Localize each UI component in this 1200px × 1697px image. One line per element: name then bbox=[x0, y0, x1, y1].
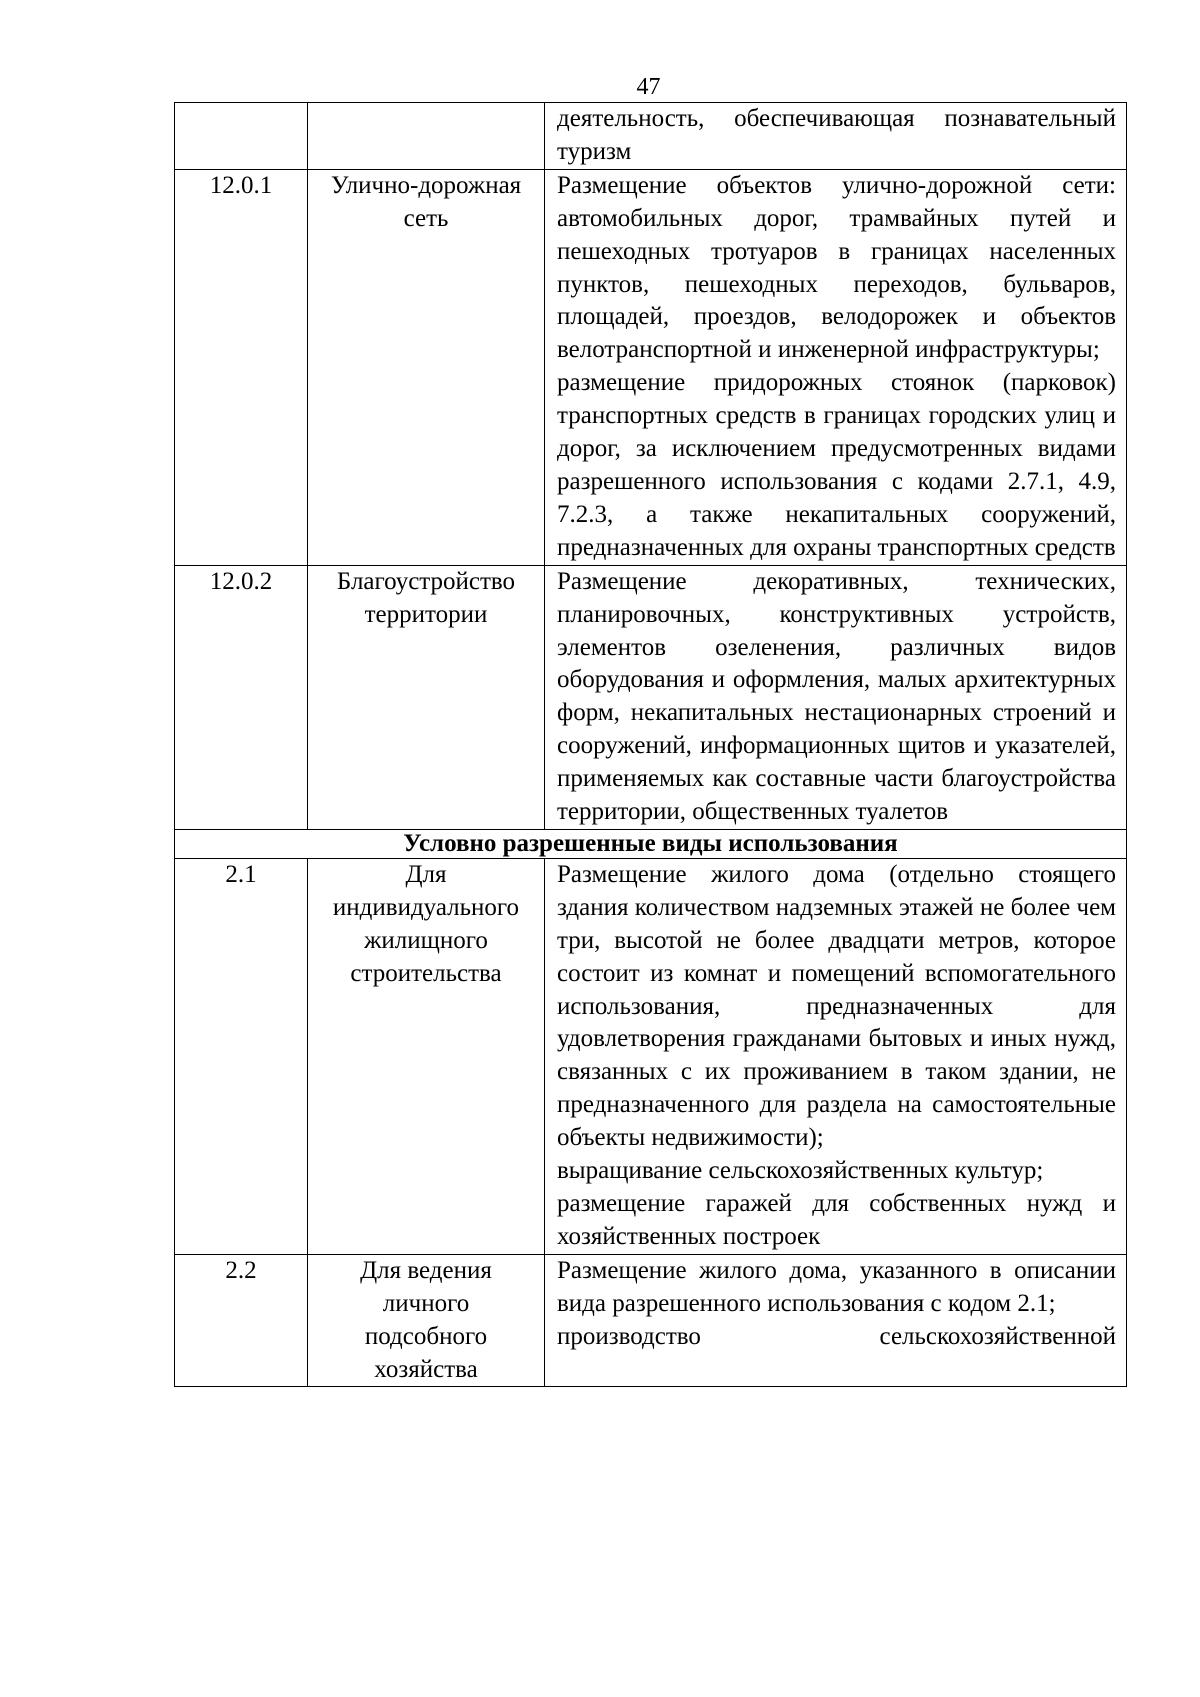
land-use-table bbox=[174, 102, 1127, 1387]
table-row bbox=[175, 1254, 1127, 1387]
row-description bbox=[545, 858, 1127, 1254]
section-row bbox=[175, 829, 1127, 858]
description-paragraph: деятельность, обеспечивающая познавательный туризм bbox=[557, 105, 1116, 165]
row-name bbox=[308, 103, 545, 170]
section-title: Условно разрешенные виды использования bbox=[175, 829, 1127, 858]
row-name: Улично-дорожная сеть bbox=[308, 169, 545, 565]
row-name: Для индивидуального жилищного строительства bbox=[308, 858, 545, 1254]
row-code: 12.0.1 bbox=[175, 169, 308, 565]
description-paragraph: выращивание сельскохозяйственных культур; bbox=[557, 1157, 1044, 1185]
description-paragraph: Размещение жилого дома, указанного в описании вида разрешенного использования с кодом 2.1; bbox=[557, 1256, 1116, 1317]
row-description bbox=[545, 103, 1127, 170]
table-row bbox=[175, 169, 1127, 565]
row-description bbox=[545, 169, 1127, 565]
description-paragraph: Размещение жилого дома (отдельно стоящего здания количеством надземных этажей не более чем три, высотой не более двадцати метров, которое состоит из комнат и помещений вспомогательного использования, предназначенных для удовлетворения гражданами бытовых и иных нужд, связанных с их проживанием в таком здании, не предназначенного для раздела на самостоятельные объекты недвижимости); bbox=[557, 860, 1116, 1152]
row-description bbox=[545, 565, 1127, 829]
row-code: 2.2 bbox=[175, 1254, 308, 1387]
description-paragraph: Размещение объектов улично-дорожной сети: автомобильных дорог, трамвайных путей и пешеходных тротуаров в границах населенных пунктов, пешеходных переходов, бульваров, площадей, проездов, велодорожек и объектов велотранспортной и инженерной инфраструктуры; bbox=[557, 171, 1116, 364]
page-number: 47 bbox=[636, 74, 661, 100]
row-name: Благоустройство территории bbox=[308, 565, 545, 829]
description-paragraph: производство сельскохозяйственной bbox=[557, 1322, 1116, 1350]
row-description bbox=[545, 1254, 1127, 1387]
row-code: 2.1 bbox=[175, 858, 308, 1254]
row-code: 12.0.2 bbox=[175, 565, 308, 829]
description-paragraph: Размещение декоративных, технических, планировочных, конструктивных устройств, элементов озеленения, различных видов оборудования и оформления, малых архитектурных форм, некапитальных нестационарных строений и сооружений, информационных щитов и указателей, применяемых как составные части благоустройства территории, общественных туалетов bbox=[557, 567, 1116, 826]
description-paragraph: размещение гаражей для собственных нужд и хозяйственных построек bbox=[557, 1190, 1116, 1250]
row-name: Для ведения личного подсобного хозяйства bbox=[308, 1254, 545, 1387]
table-row bbox=[175, 565, 1127, 829]
table-row bbox=[175, 103, 1127, 170]
description-paragraph: размещение придорожных стоянок (парковок) транспортных средств в границах городских улиц и дорог, за исключением предусмотренных видами разрешенного использования с кодами 2.7.1, 4.9, 7.2.3, а также некапитальных сооружений, предназначенных для охраны транспортных средств bbox=[557, 369, 1116, 561]
row-code bbox=[175, 103, 308, 170]
table-row bbox=[175, 858, 1127, 1254]
